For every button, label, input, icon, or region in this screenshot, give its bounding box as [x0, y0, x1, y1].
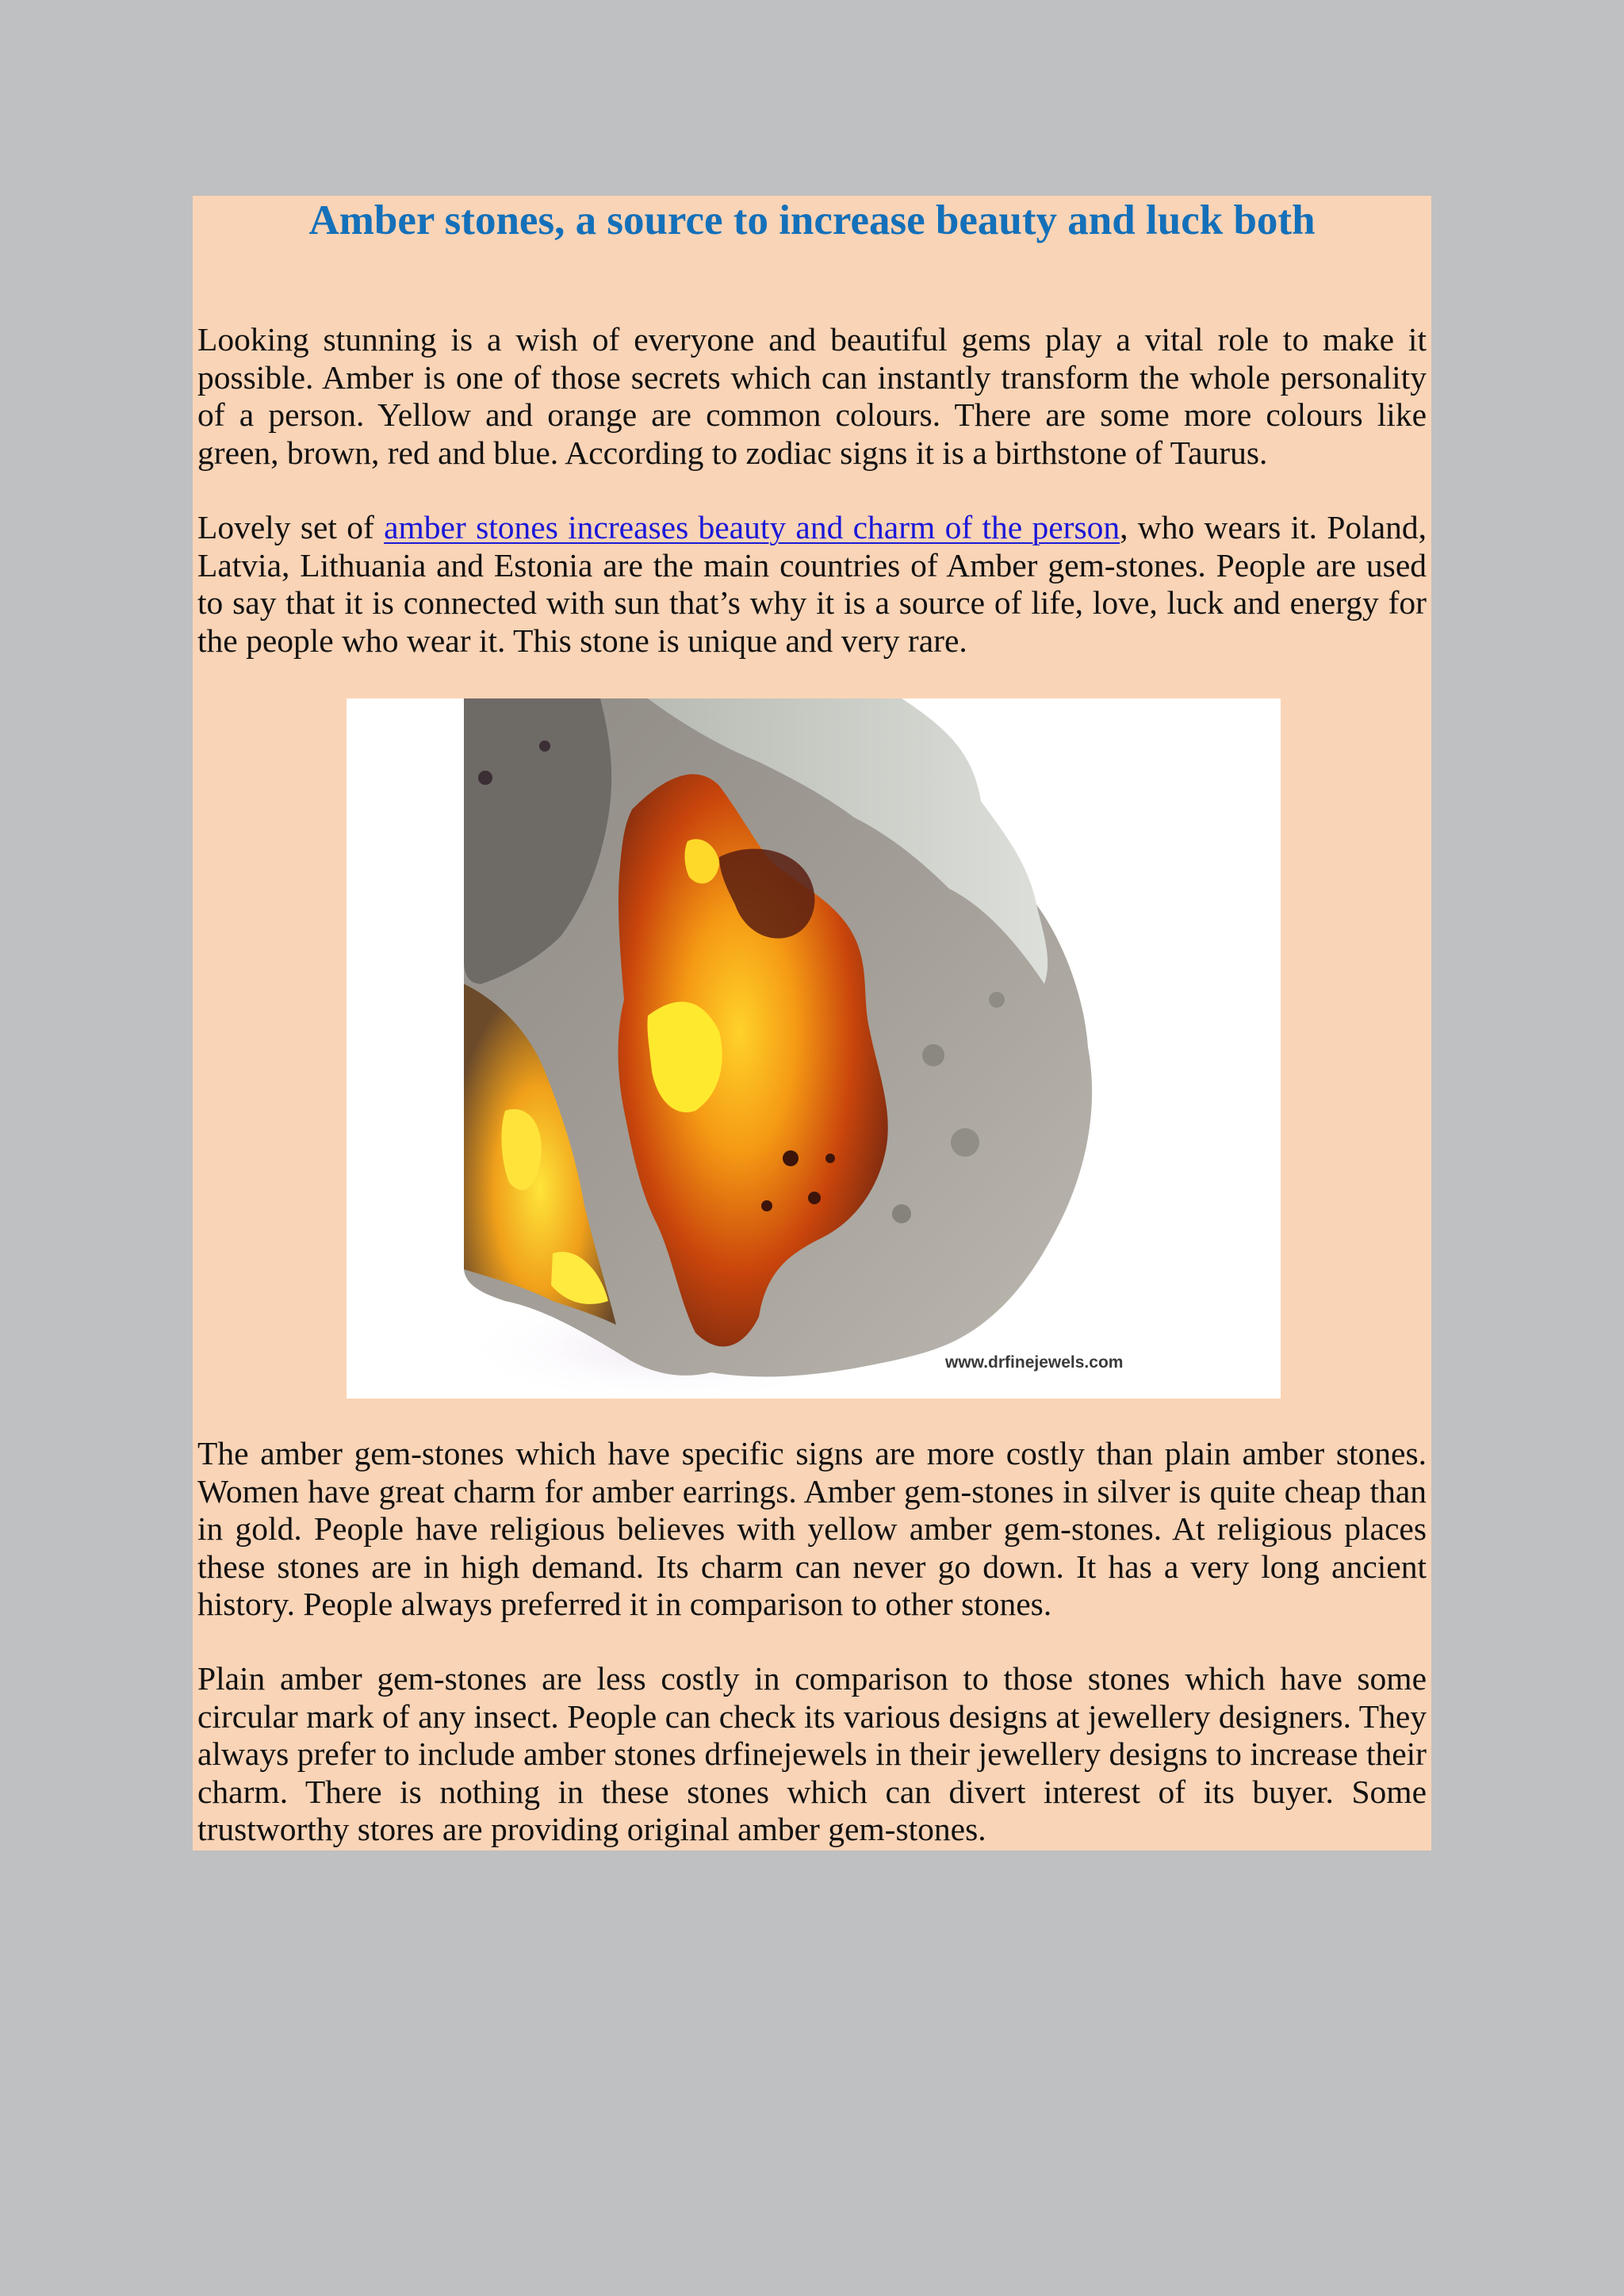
- paragraph-2-trailing-text: , who wears it. Poland, Latvia, Lithuania and Estonia are the main countries of Amber gem-stones. People are used to say that it is connected with sun that’s why it is a source of life, love, luck and energy for the people who wear it. This stone is unique and very rare.: [197, 509, 1427, 659]
- inclusion-spot-1: [783, 1150, 799, 1166]
- article-paragraph-4: Plain amber gem-stones are less costly in comparison to those stones which have some circular mark of any insect. People can check its various designs at jewellery designers. They always prefer to include amber stones drfinejewels in their jewellery designs to increase their charm. There is nothing in these stones which can divert interest of its buyer. Some trustworthy stores are providing original amber gem-stones.: [197, 1660, 1427, 1847]
- article-paragraph-1: Looking stunning is a wish of everyone and beautiful gems play a vital role to make it possible. Amber is one of those secrets which can instantly transform the whole personality of a person. Yellow and orange are common colours. There are some more colours like green, brown, red and blue. According to zodiac signs it is a birthstone of Taurus.: [197, 321, 1427, 471]
- inclusion-spot-2: [808, 1192, 821, 1204]
- rock-texture-1: [922, 1044, 944, 1066]
- article-content-block: [193, 196, 1431, 1850]
- inclusion-spot-4: [825, 1154, 835, 1163]
- rock-texture-2: [951, 1128, 979, 1157]
- rock-texture-3: [892, 1204, 911, 1223]
- photo-watermark: www.drfinejewels.com: [945, 1353, 1124, 1372]
- inclusion-spot-3: [761, 1200, 772, 1211]
- amber-stone-photo: [347, 698, 1281, 1399]
- inclusion-spot-6: [539, 740, 550, 752]
- paragraph-2-lead-text: Lovely set of: [197, 509, 385, 545]
- rock-texture-4: [989, 992, 1005, 1008]
- article-paragraph-2: [197, 509, 1427, 660]
- article-title: Amber stones, a source to increase beauty and luck both: [308, 197, 1316, 243]
- inclusion-spot-5: [478, 771, 492, 785]
- amber-stones-link[interactable]: amber stones increases beauty and charm of the person: [384, 509, 1120, 545]
- article-paragraph-3: The amber gem-stones which have specific signs are more costly than plain amber stones. Women have great charm for amber earrings. Amber gem-stones in silver is quite cheap than in gold. People have religious believes with yellow amber gem-stones. At religious places these stones are in high demand. Its charm can never go down. It has a very long ancient history. People always preferred it in comparison to other stones.: [197, 1435, 1427, 1622]
